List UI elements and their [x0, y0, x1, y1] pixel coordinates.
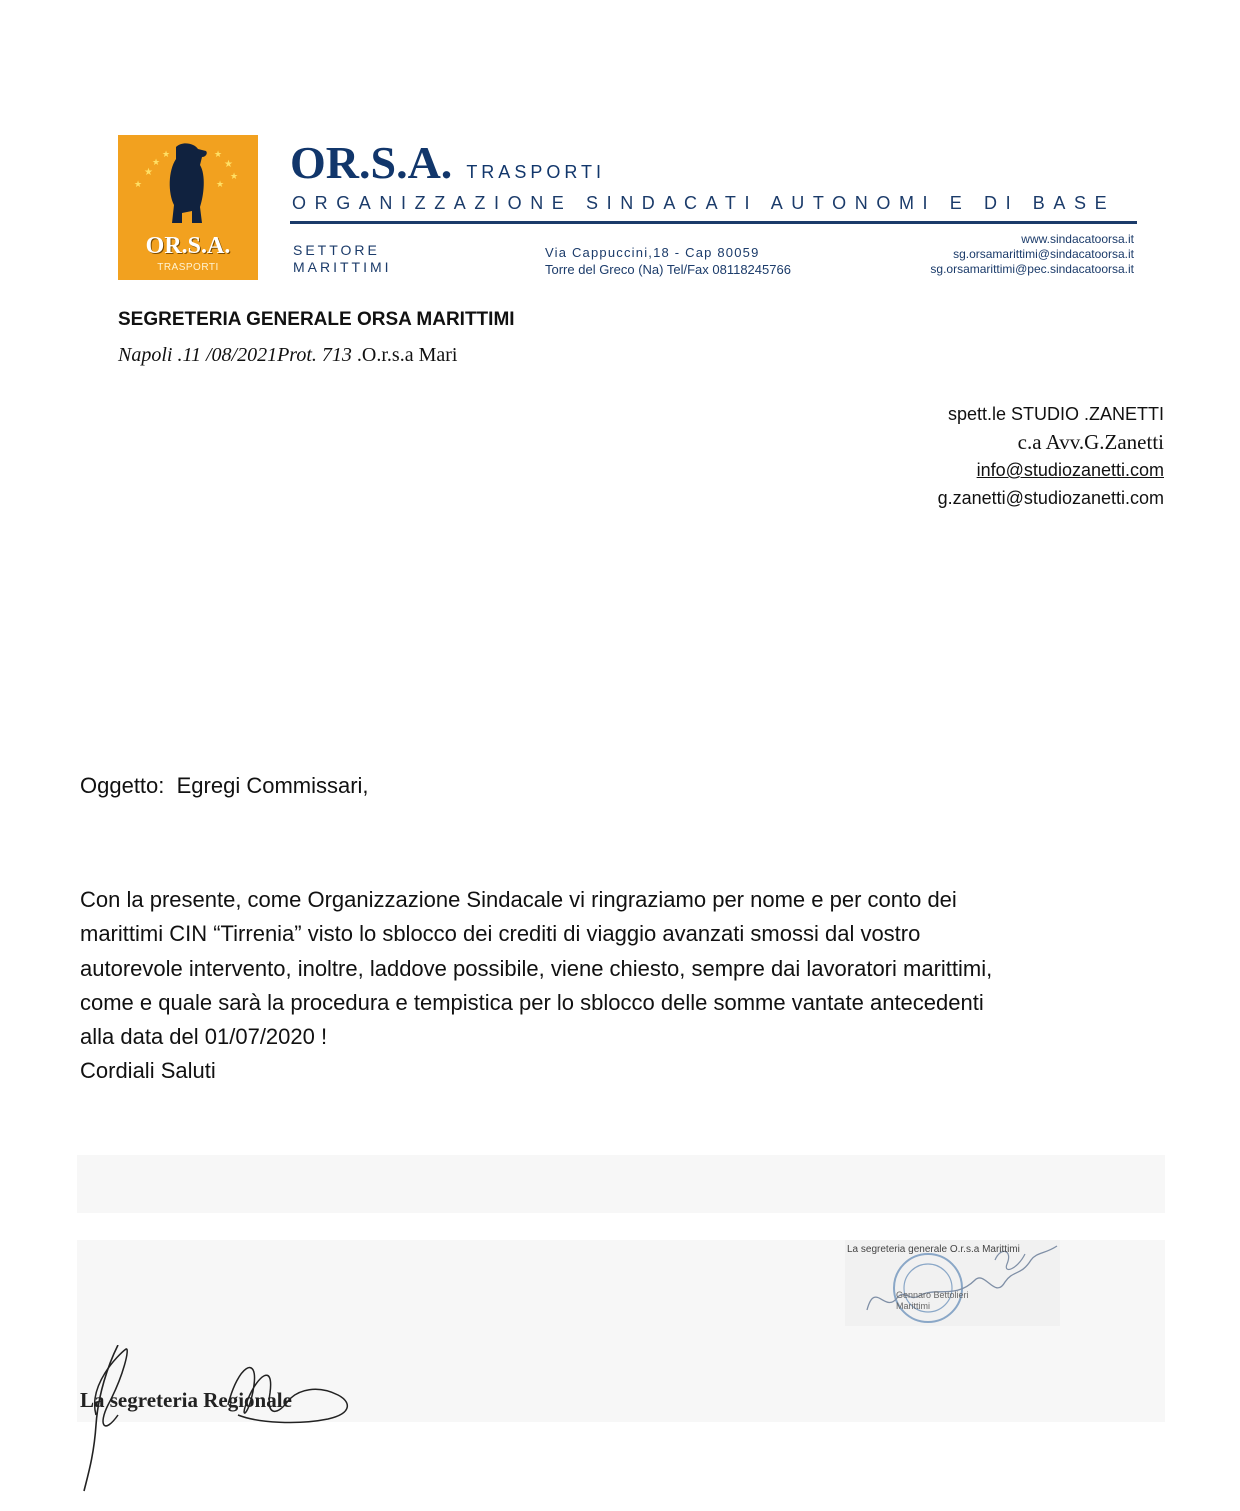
secretariat-heading: SEGRETERIA GENERALE ORSA MARITTIMI — [118, 309, 515, 330]
subject-line: Oggetto: Egregi Commissari, — [80, 773, 369, 798]
recipient-email-link[interactable]: info@studiozanetti.com — [976, 460, 1164, 480]
contacts-block — [880, 232, 1134, 277]
address-line: Via Cappuccini,18 - Cap 80059 — [545, 245, 760, 260]
svg-text:★: ★ — [152, 157, 161, 167]
stamp-caption: La segreteria generale O.r.s.a Marittimi — [847, 1244, 1020, 1255]
date-protocol-line — [118, 344, 457, 367]
stamp-name-line: Gennaro Bettolieri — [896, 1290, 969, 1300]
settore-line: SETTORE — [293, 242, 380, 258]
address-line: Torre del Greco (Na) Tel/Fax 08118245766 — [545, 262, 791, 277]
svg-text:★: ★ — [224, 159, 233, 170]
closing-line: Cordiali Saluti — [80, 1058, 216, 1084]
body-line: Con la presente, come Organizzazione Sindacale vi ringraziamo per nome e per conto dei — [80, 887, 957, 912]
body-line: come e quale sarà la procedura e tempistica per lo sblocco delle somme vantate antecedenti — [80, 989, 984, 1015]
recipient-attention: c.a Avv.G.Zanetti — [1017, 430, 1164, 454]
recipient-name: spett.le STUDIO .ZANETTI — [947, 404, 1164, 424]
brand-sector: TRASPORTI — [466, 162, 605, 182]
svg-text:★: ★ — [162, 149, 171, 159]
brand-name: OR.S.A. — [290, 137, 453, 188]
body-line: marittimi CIN “Tirrenia” visto lo sblocco dei crediti di viaggio avanzati smossi dal vostro — [80, 921, 921, 947]
body-line: autorevole intervento, inoltre, laddove possibile, viene chiesto, sempre dai lavoratori marittimi, — [80, 955, 993, 981]
header-divider — [290, 221, 1137, 224]
letter-body — [80, 883, 1180, 1089]
brand-heading — [290, 136, 605, 189]
bear-icon — [118, 135, 258, 235]
body-line: alla data del 01/07/2020 ! — [80, 1024, 328, 1050]
date-protocol: Napoli .11 /08/2021Prot. 713 — [118, 344, 352, 366]
website-link[interactable]: www.sindacatoorsa.it — [1021, 232, 1134, 246]
scan-band — [77, 1155, 1165, 1213]
organization-full-name: ORGANIZZAZIONE SINDACATI AUTONOMI E DI BASE — [292, 193, 1116, 213]
address-block — [545, 244, 791, 278]
logo-subtitle: TRASPORTI — [157, 262, 219, 273]
settore-line: MARITTIMI — [293, 259, 392, 275]
regional-secretariat-label: La segreteria Regionale — [80, 1388, 292, 1412]
svg-text:★: ★ — [230, 171, 239, 181]
date-protocol-tail: .O.r.s.a Mari — [351, 344, 458, 366]
pec-link[interactable]: sg.orsamarittimi@pec.sindacatoorsa.it — [930, 262, 1134, 276]
logo-title: OR.S.A. — [145, 233, 231, 259]
svg-text:★: ★ — [134, 179, 143, 189]
stamp-name — [896, 1290, 969, 1312]
svg-text:★: ★ — [214, 149, 223, 159]
email-link[interactable]: sg.orsamarittimi@sindacatoorsa.it — [953, 247, 1134, 261]
recipient-email-2: g.zanetti@studiozanetti.com — [937, 488, 1164, 508]
orsa-logo — [118, 135, 258, 280]
stamp-role-line: Marittimi — [896, 1301, 930, 1311]
handwritten-signature-icon — [78, 1345, 368, 1495]
svg-text:★: ★ — [144, 167, 153, 178]
settore-block — [293, 242, 392, 276]
svg-text:★: ★ — [216, 179, 225, 189]
recipient-block — [760, 400, 1164, 512]
